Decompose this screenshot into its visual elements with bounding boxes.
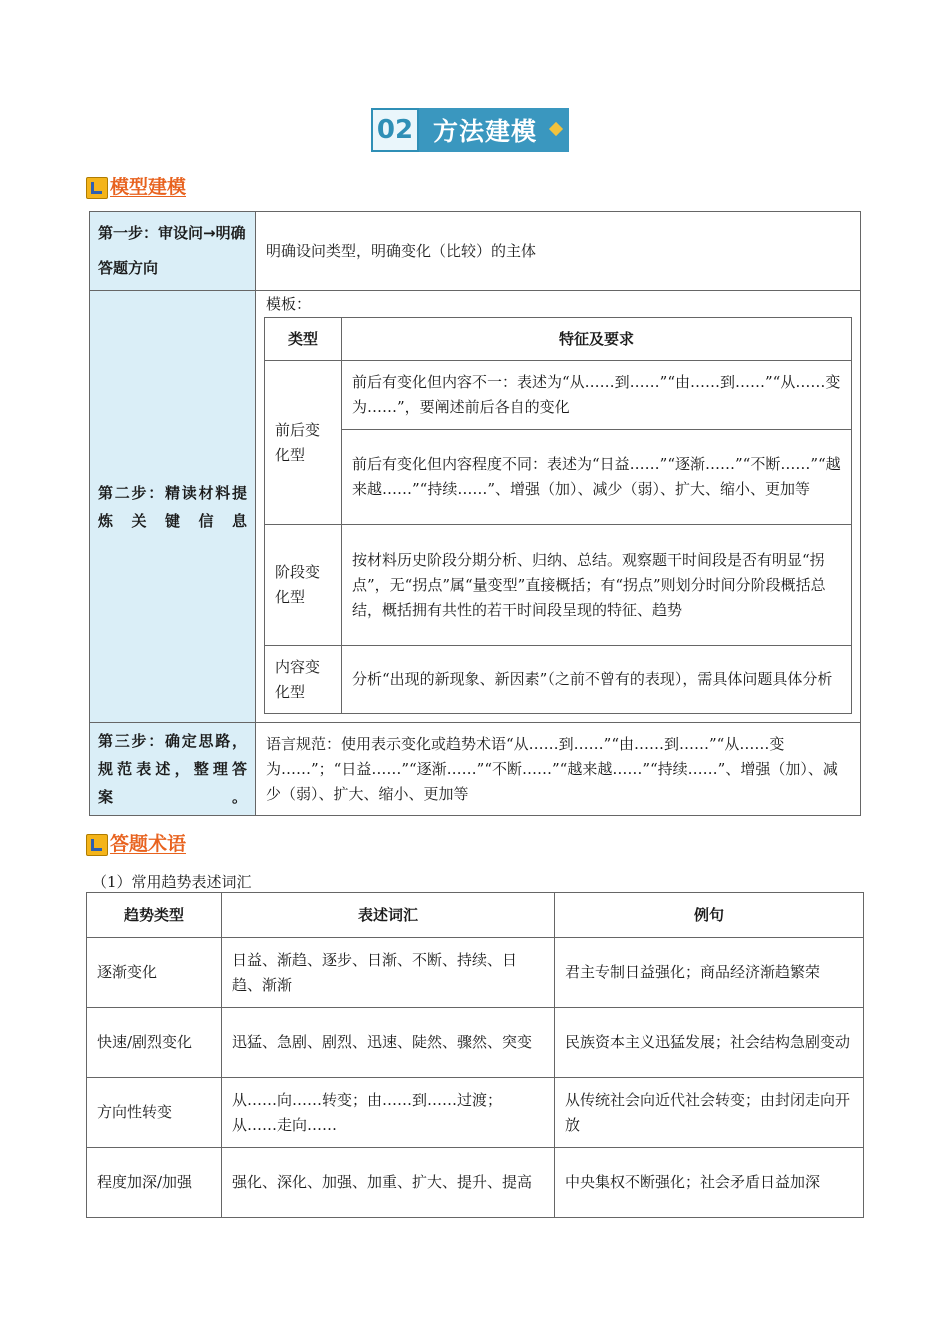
terms-example: 民族资本主义迅猛发展；社会结构急剧变动 xyxy=(555,1008,864,1078)
template-feature: 前后有变化但内容不一：表述为“从……到……”“由……到……”“从……变为……”，要阐述前后各自的变化 xyxy=(342,361,852,430)
terms-type: 快速/剧烈变化 xyxy=(87,1008,222,1078)
terms-words: 日益、渐趋、逐步、日渐、不断、持续、日趋、渐渐 xyxy=(222,938,555,1008)
template-header-feature: 特征及要求 xyxy=(342,318,852,361)
template-row xyxy=(265,430,852,525)
terms-header-words: 表述词汇 xyxy=(222,893,555,938)
template-row xyxy=(265,525,852,646)
step2-row xyxy=(90,291,861,723)
banner-title xyxy=(419,108,569,152)
terms-example: 君主专制日益强化；商品经济渐趋繁荣 xyxy=(555,938,864,1008)
template-feature: 分析“出现的新现象、新因素”（之前不曾有的表现），需具体问题具体分析 xyxy=(342,646,852,714)
terms-header-type: 趋势类型 xyxy=(87,893,222,938)
terms-type: 方向性转变 xyxy=(87,1078,222,1148)
step2-content xyxy=(256,291,861,723)
table-row xyxy=(87,1148,864,1218)
step3-row xyxy=(90,723,861,816)
terms-table xyxy=(86,892,864,1218)
section-title: 模型建模 xyxy=(110,176,187,198)
template-feature: 按材料历史阶段分期分析、归纳、总结。观察题干时间段是否有明显“拐点”，无“拐点”属“量变型”直接概括；有“拐点”则划分时间分阶段概括总结，概括拥有共性的若干时间段呈现的特征、趋势 xyxy=(342,525,852,646)
template-feature: 前后有变化但内容程度不同：表述为“日益……”“逐渐……”“不断……”“越来越……”“持续……”、增强（加）、减少（弱）、扩大、缩小、更加等 xyxy=(342,430,852,525)
template-label: 模板： xyxy=(266,295,312,313)
template-table xyxy=(264,317,852,714)
terms-words: 迅猛、急剧、剧烈、迅速、陡然、骤然、突变 xyxy=(222,1008,555,1078)
table-row xyxy=(87,938,864,1008)
terms-example: 中央集权不断强化；社会矛盾日益加深 xyxy=(555,1148,864,1218)
step3-label: 第三步：确定思路，规范表述，整理答案。 xyxy=(90,723,256,816)
table-row xyxy=(87,1008,864,1078)
terms-words: 强化、深化、加强、加重、扩大、提升、提高 xyxy=(222,1148,555,1218)
terms-header-row xyxy=(87,893,864,938)
template-type: 前后变化型 xyxy=(265,361,342,525)
template-header-type: 类型 xyxy=(265,318,342,361)
model-table xyxy=(89,211,861,816)
template-header-row xyxy=(265,318,852,361)
terms-type: 逐渐变化 xyxy=(87,938,222,1008)
banner-title-text: 方法建模 xyxy=(433,117,538,146)
banner-number: 02 xyxy=(371,108,419,152)
terms-subtitle: （1）常用趋势表述词汇 xyxy=(92,873,252,891)
terms-type: 程度加深/加强 xyxy=(87,1148,222,1218)
section-heading-terms xyxy=(86,829,186,856)
notebook-icon xyxy=(86,177,108,199)
section-title: 答题术语 xyxy=(110,833,187,855)
step1-content: 明确设问类型，明确变化（比较）的主体 xyxy=(256,212,861,291)
terms-example: 从传统社会向近代社会转变；由封闭走向开放 xyxy=(555,1078,864,1148)
template-row xyxy=(265,361,852,430)
diamond-icon xyxy=(549,122,563,136)
terms-words: 从……向……转变；由……到……过渡；从……走向…… xyxy=(222,1078,555,1148)
notebook-icon xyxy=(86,834,108,856)
step1-row xyxy=(90,212,861,291)
step1-label: 第一步：审设问→明确答题方向 xyxy=(90,212,256,291)
section-heading-model xyxy=(86,172,186,199)
step3-content: 语言规范：使用表示变化或趋势术语“从……到……”“由……到……”“从……变为……”；“日益……”“逐渐……”“不断……”“越来越……”“持续……”、增强（加）、减少（弱）、扩大、缩小、更加等 xyxy=(256,723,861,816)
table-row xyxy=(87,1078,864,1148)
step2-label: 第二步：精读材料提炼关键信息 xyxy=(90,291,256,723)
template-type: 内容变化型 xyxy=(265,646,342,714)
section-banner xyxy=(371,108,569,152)
template-row xyxy=(265,646,852,714)
terms-header-example: 例句 xyxy=(555,893,864,938)
template-type: 阶段变化型 xyxy=(265,525,342,646)
